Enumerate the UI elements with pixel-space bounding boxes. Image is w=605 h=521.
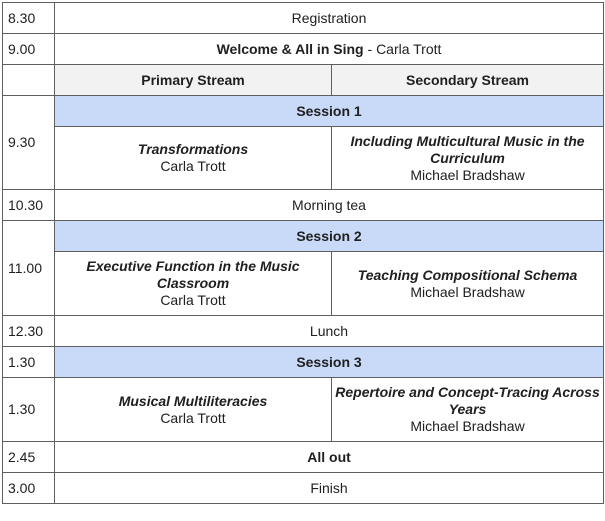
- time-cell: 2.45: [3, 442, 55, 473]
- session-presenter: Carla Trott: [160, 158, 226, 174]
- finish-cell: Finish: [55, 473, 604, 504]
- session3-label: Session 3: [55, 347, 604, 378]
- row-session1-header: [3, 96, 604, 127]
- session-title: Executive Function in the Music Classroom: [86, 258, 300, 291]
- row-lunch: [3, 316, 604, 347]
- morning-tea-cell: Morning tea: [55, 190, 604, 221]
- time-cell: 12.30: [3, 316, 55, 347]
- row-session2: [3, 252, 604, 316]
- session2-primary: [55, 252, 332, 316]
- row-finish: [3, 473, 604, 504]
- row-welcome: [3, 34, 604, 65]
- time-cell: 11.00: [3, 221, 55, 316]
- time-cell: 9.30: [3, 96, 55, 190]
- row-session3-header: [3, 347, 604, 378]
- registration-cell: Registration: [55, 3, 604, 34]
- time-cell: 1.30: [3, 378, 55, 442]
- session-title: Repertoire and Concept-Tracing Across Years: [335, 384, 600, 417]
- lunch-cell: Lunch: [55, 316, 604, 347]
- secondary-stream-header: Secondary Stream: [332, 65, 604, 96]
- session-title: Transformations: [137, 141, 249, 157]
- session-title: Teaching Compositional Schema: [357, 266, 578, 283]
- session-presenter: Carla Trott: [160, 292, 226, 308]
- time-cell: 8.30: [3, 3, 55, 34]
- empty-time-cell: [3, 65, 55, 96]
- session-presenter: Michael Bradshaw: [410, 166, 525, 183]
- primary-stream-header: Primary Stream: [55, 65, 332, 96]
- row-session3: [3, 378, 604, 442]
- session-presenter: Michael Bradshaw: [410, 283, 525, 300]
- session1-secondary: [332, 127, 604, 190]
- row-session1: [3, 127, 604, 190]
- time-cell: 1.30: [3, 347, 55, 378]
- session-title: Including Multicultural Music in the Curriculum: [350, 132, 585, 166]
- session-title: Musical Multiliteracies: [118, 392, 268, 409]
- session1-label: Session 1: [55, 96, 604, 127]
- schedule-table: [2, 2, 604, 504]
- time-cell: 9.00: [3, 34, 55, 65]
- all-out-cell: All out: [55, 442, 604, 473]
- welcome-title: Welcome & All in Sing: [216, 40, 364, 57]
- session-presenter: Carla Trott: [160, 409, 226, 426]
- session-presenter: Michael Bradshaw: [410, 418, 525, 434]
- welcome-separator: -: [363, 40, 377, 57]
- time-cell: 3.00: [3, 473, 55, 504]
- row-registration: [3, 3, 604, 34]
- session3-secondary: [332, 378, 604, 442]
- welcome-cell: [55, 34, 604, 65]
- time-cell: 10.30: [3, 190, 55, 221]
- row-all-out: [3, 442, 604, 473]
- welcome-presenter: Carla Trott: [376, 40, 442, 57]
- session3-primary: [55, 378, 332, 442]
- row-morning-tea: [3, 190, 604, 221]
- session1-primary: [55, 127, 332, 190]
- row-session2-header: [3, 221, 604, 252]
- session2-secondary: [332, 252, 604, 316]
- row-stream-headers: [3, 65, 604, 96]
- session2-label: Session 2: [55, 221, 604, 252]
